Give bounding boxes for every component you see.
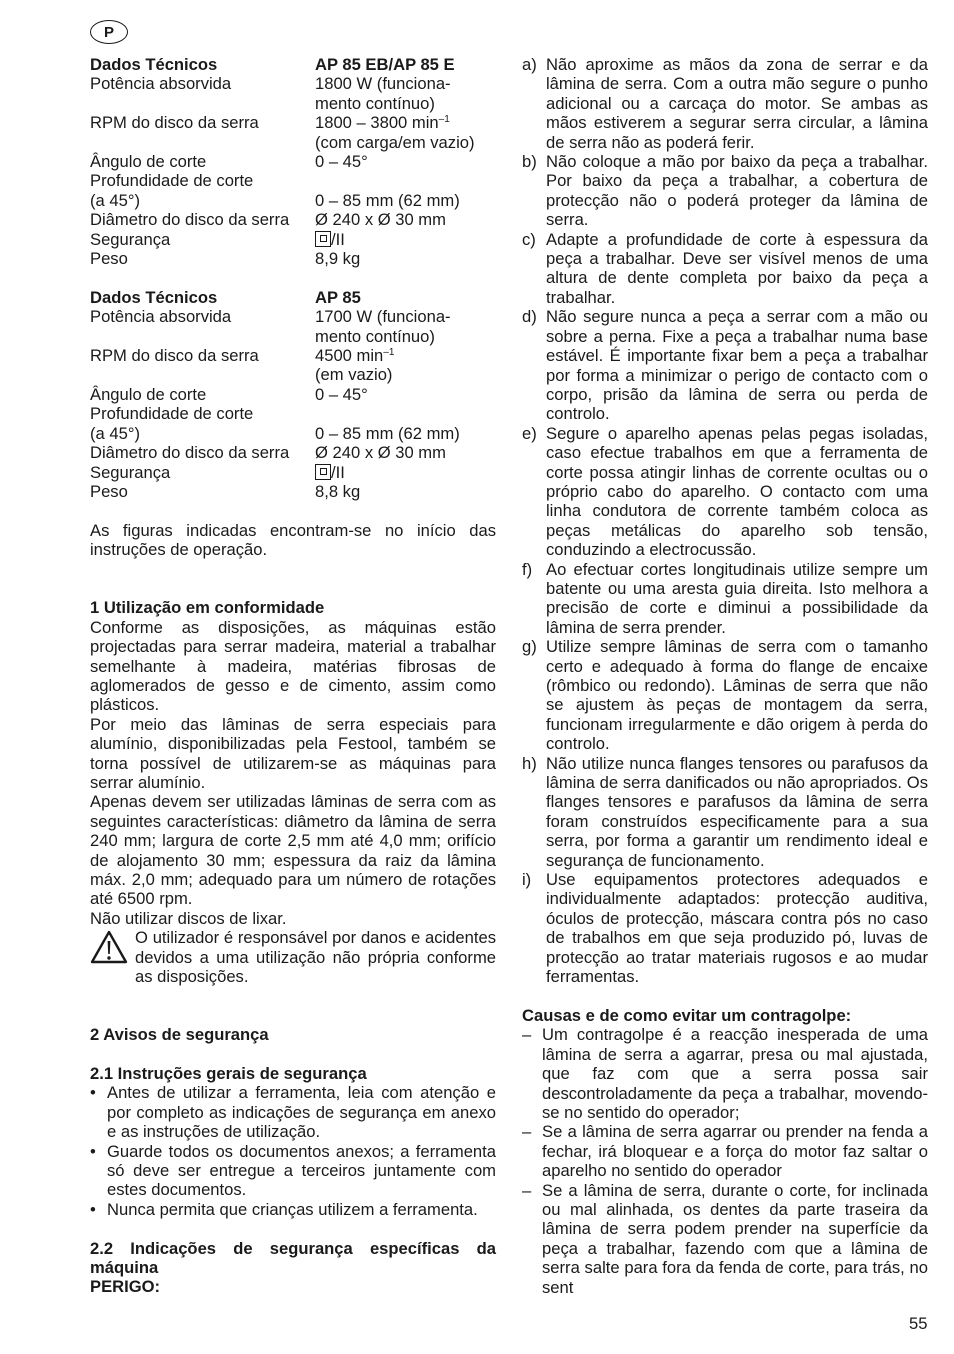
spec-row [90, 463, 496, 482]
item-text: Utilize sempre lâminas de serra com o tamanho certo e adequado à forma do flange de encaixe (rômbico ou redondo). Lâminas de serra que não se ajustem às peças de montagem da serra, funcionam irregularmente e dão origem à perda do controlo. [546, 637, 928, 754]
spec-row [90, 230, 496, 249]
spec-value: 8,8 kg [315, 481, 361, 501]
item-marker: c) [522, 229, 536, 249]
spec-row [90, 171, 496, 190]
item-text: Não aproxime as mãos da zona de serrar e da lâmina de serra. Com a outra mão segure o punho adicional ou a carcaça do motor. Se ambas as mãos estiverem a segurar serra circular, a lâmina de serra não as poderá ferir. [546, 55, 928, 152]
spec-heading-model: AP 85 [315, 287, 361, 307]
spec-value: Ø 240 x Ø 30 mm [315, 210, 446, 230]
spec-heading-model: AP 85 EB/AP 85 E [315, 55, 455, 74]
bullet-item [90, 1083, 496, 1141]
spec-row [90, 346, 496, 365]
bullet-icon: • [90, 1141, 96, 1161]
spec-value: 0 – 45° [315, 152, 368, 172]
spec-key: Potência absorvida [90, 74, 232, 94]
spec-header [90, 288, 496, 307]
spec-value: (em vazio) [315, 365, 393, 385]
bullet-item [90, 1200, 496, 1219]
spec-key: Segurança [90, 462, 171, 482]
spec-value: Ø 240 x Ø 30 mm [315, 443, 446, 463]
item-marker: i) [522, 870, 532, 890]
spec-key: Peso [90, 249, 128, 269]
item-marker: b) [522, 152, 537, 172]
protection-class-text: /II [331, 462, 345, 482]
warning-triangle-icon [90, 928, 130, 968]
spec-row [90, 307, 496, 326]
spec-row [90, 210, 496, 229]
spec-value: 8,9 kg [315, 249, 361, 269]
spec-value [315, 171, 496, 190]
spec-value: mento contínuo) [315, 326, 435, 346]
spec-row [90, 327, 496, 346]
spec-table-ap85eb [90, 55, 496, 268]
safety-item [522, 230, 928, 308]
safety-item [522, 152, 928, 230]
spec-key [90, 133, 315, 152]
item-marker: a) [522, 55, 537, 74]
dash-marker: – [522, 1025, 532, 1045]
item-marker: h) [522, 753, 537, 773]
spec-row [90, 94, 496, 113]
item-marker: e) [522, 423, 537, 443]
dash-marker: – [522, 1180, 532, 1200]
safety-item [522, 424, 928, 560]
spec-key: Diâmetro do disco da serra [90, 210, 290, 230]
spec-value: mento contínuo) [315, 93, 435, 113]
section-1-paragraph: Apenas devem ser utilizadas lâminas de serra com as seguintes características: diâmetro da lâmina de serra 240 mm; largura de corte 2,5 mm até 4,0 mm; orifício de alojamento 30 mm; espessura da raiz da lâmina máx. 2,0 mm; adequado para um número de rotações até 6500 rpm. [90, 792, 496, 909]
bullet-icon: • [90, 1199, 96, 1219]
item-marker: g) [522, 637, 537, 657]
spec-row [90, 133, 496, 152]
dash-item [522, 1025, 928, 1122]
dash-item [522, 1122, 928, 1180]
section-2-1-title: 2.1 Instruções gerais de segurança [90, 1064, 367, 1084]
section-2-title: 2 Avisos de segurança [90, 1025, 269, 1045]
bullet-text: Antes de utilizar a ferramenta, leia com atenção e por completo as indicações de segurança em anexo e as instruções de utilização. [107, 1083, 496, 1142]
item-text: Adapte a profundidade de corte à espessura da peça a trabalhar. Deve ser visível menos de uma altura de dente completa por baixo da peça a trabalhar. [546, 229, 928, 307]
spec-key [90, 327, 315, 346]
item-text: Segure o aparelho apenas pelas pegas isoladas, caso efectue trabalhos em que a ferramenta de corte possa atingir linhas de corrente ocultas ou o próprio cabo do aparelho. O contacto com uma linha condutora de corrente também coloca as peças metálicas do aparelho sob tensão, conduzindo a electrocussão. [546, 423, 928, 560]
spec-key: Segurança [90, 229, 171, 249]
warning-block [90, 928, 496, 986]
dash-text: Se a lâmina de serra agarrar ou prender na fenda a fechar, irá bloquear e a força do motor faz saltar o aparelho no sentido do operador [542, 1122, 928, 1181]
spec-row [90, 113, 496, 132]
section-1-paragraph: Não utilizar discos de lixar. [90, 908, 287, 928]
spec-value [315, 404, 496, 423]
spec-value [315, 113, 496, 132]
spec-value: 0 – 85 mm (62 mm) [315, 190, 460, 210]
spec-value: 0 – 45° [315, 384, 368, 404]
spec-row [90, 74, 496, 93]
dash-text: Um contragolpe é a reacção inesperada de uma lâmina de serra a agarrar, presa ou mal ajustada, que faz com que a serra possa sair descontroladamente da peça a trabalhar, movendo-se no sentido do operador; [542, 1025, 928, 1122]
item-marker: d) [522, 307, 537, 327]
warning-text: O utilizador é responsável por danos e acidentes devidos a uma utilização não própria conforme as disposições. [135, 928, 496, 987]
safety-item [522, 560, 928, 638]
spec-row [90, 424, 496, 443]
left-column [90, 55, 496, 1297]
item-text: Não segure nunca a peça a serrar com a mão ou sobre a perna. Fixe a peça a trabalhar numa base estável. É importante fixar bem a peça a trabalhar por forma a minimizar o perigo de contacto com o corpo, prisão da lâmina de serra ou perda de controlo. [546, 307, 928, 424]
bullet-text: Nunca permita que crianças utilizem a ferramenta. [107, 1199, 478, 1219]
spec-key [90, 365, 315, 384]
safety-item [522, 754, 928, 870]
spec-value: 1800 W (funciona- [315, 74, 451, 94]
language-badge: P [90, 20, 128, 44]
section-1-paragraph: Conforme as disposições, as máquinas estão projectadas para serrar madeira, material a trabalhar semelhante à madeira, matérias fibrosas de aglomerados de gesso e de cimento, assim como plásticos. [90, 617, 496, 715]
dash-item [522, 1181, 928, 1297]
spec-key: (a 45°) [90, 423, 140, 443]
bullet-item [90, 1142, 496, 1200]
spec-row [90, 249, 496, 268]
spec-row [90, 191, 496, 210]
spec-value: 0 – 85 mm (62 mm) [315, 423, 460, 443]
item-text: Não utilize nunca flanges tensores ou parafusos da lâmina de serra danificados ou não apropriados. Os flanges tensores e parafusos da lâmina de serra foram construídos especificamente para a sua serra, por forma a garantir um rendimento ideal e segurança de funcionamento. [546, 753, 928, 870]
rpm-value: 4500 min [315, 346, 384, 366]
spec-key: Profundidade de corte [90, 404, 254, 424]
right-column [522, 55, 928, 1297]
bullet-icon: • [90, 1083, 96, 1103]
spec-value: (com carga/em vazio) [315, 132, 475, 152]
item-text: Use equipamentos protectores adequados e individualmente adaptados: protecção auditiva, óculos de protecção, máscara contra pós no caso de trabalhos em que seja produzido pó, luvas de protecção ao tratar materiais rugosos e ao mudar ferramentas. [546, 870, 928, 987]
spec-key: (a 45°) [90, 190, 140, 210]
rpm-value: 1800 – 3800 min [315, 113, 439, 133]
spec-key: Ângulo de corte [90, 384, 207, 404]
protection-class-icon [315, 464, 331, 480]
spec-key: Ângulo de corte [90, 152, 207, 172]
spec-row [90, 365, 496, 384]
spec-value [315, 463, 496, 482]
section-2-2-title: 2.2 Indicações de segurança específicas da máquina [90, 1238, 496, 1278]
spec-key: Profundidade de corte [90, 171, 254, 191]
safety-item [522, 637, 928, 753]
figures-note: As figuras indicadas encontram-se no início das instruções de operação. [90, 520, 496, 560]
dash-marker: – [522, 1122, 532, 1142]
spec-row [90, 152, 496, 171]
spec-header [90, 55, 496, 74]
spec-row [90, 404, 496, 423]
safety-item [522, 870, 928, 986]
page-number: 55 [909, 1314, 928, 1333]
spec-key: Potência absorvida [90, 307, 232, 327]
dash-text: Se a lâmina de serra, durante o corte, for inclinada ou mal alinhada, os dentes da parte traseira da lâmina de serra podem prender na superfície da peça a trabalhar, fazendo com que a lâmina de serra salte para fora da fenda de corte, para trás, no sent [542, 1180, 928, 1297]
spec-key: Diâmetro do disco da serra [90, 443, 290, 463]
bullet-text: Guarde todos os documentos anexos; a ferramenta só deve ser entregue a terceiros juntamente com estes documentos. [107, 1141, 496, 1200]
spec-heading-label: Dados Técnicos [90, 55, 218, 74]
superscript: –1 [383, 347, 395, 359]
spec-table-ap85 [90, 288, 496, 501]
section-1-title: 1 Utilização em conformidade [90, 598, 325, 618]
item-text: Não coloque a mão por baixo da peça a trabalhar. Por baixo da peça a trabalhar, a cobertura de protecção não o poderá proteger da lâmina de serra. [546, 152, 928, 230]
spec-key [90, 94, 315, 113]
kickback-title: Causas e de como evitar um contragolpe: [522, 1005, 852, 1025]
spec-value [315, 230, 496, 249]
spec-key: RPM do disco da serra [90, 346, 259, 366]
superscript: –1 [438, 114, 450, 126]
danger-label: PERIGO: [90, 1277, 161, 1297]
protection-class-text: /II [331, 229, 345, 249]
spec-key: Peso [90, 481, 128, 501]
section-1-paragraph: Por meio das lâminas de serra especiais para alumínio, disponibilizadas pela Festool, também se torna possível de utilizarem-se as máquinas para serrar alumínio. [90, 714, 496, 792]
item-marker: f) [522, 559, 533, 579]
item-text: Ao efectuar cortes longitudinais utilize sempre um batente ou uma aresta guia direita. Isto melhora a precisão de corte e diminui a possibilidade da lâmina de serra prender. [546, 559, 928, 637]
spec-value [315, 346, 496, 365]
spec-heading-label: Dados Técnicos [90, 287, 218, 307]
spec-key: RPM do disco da serra [90, 113, 259, 133]
protection-class-icon [315, 231, 331, 247]
spec-row [90, 482, 496, 501]
spec-row [90, 443, 496, 462]
spec-value: 1700 W (funciona- [315, 307, 451, 327]
safety-item [522, 55, 928, 152]
safety-item [522, 307, 928, 423]
spec-row [90, 385, 496, 404]
